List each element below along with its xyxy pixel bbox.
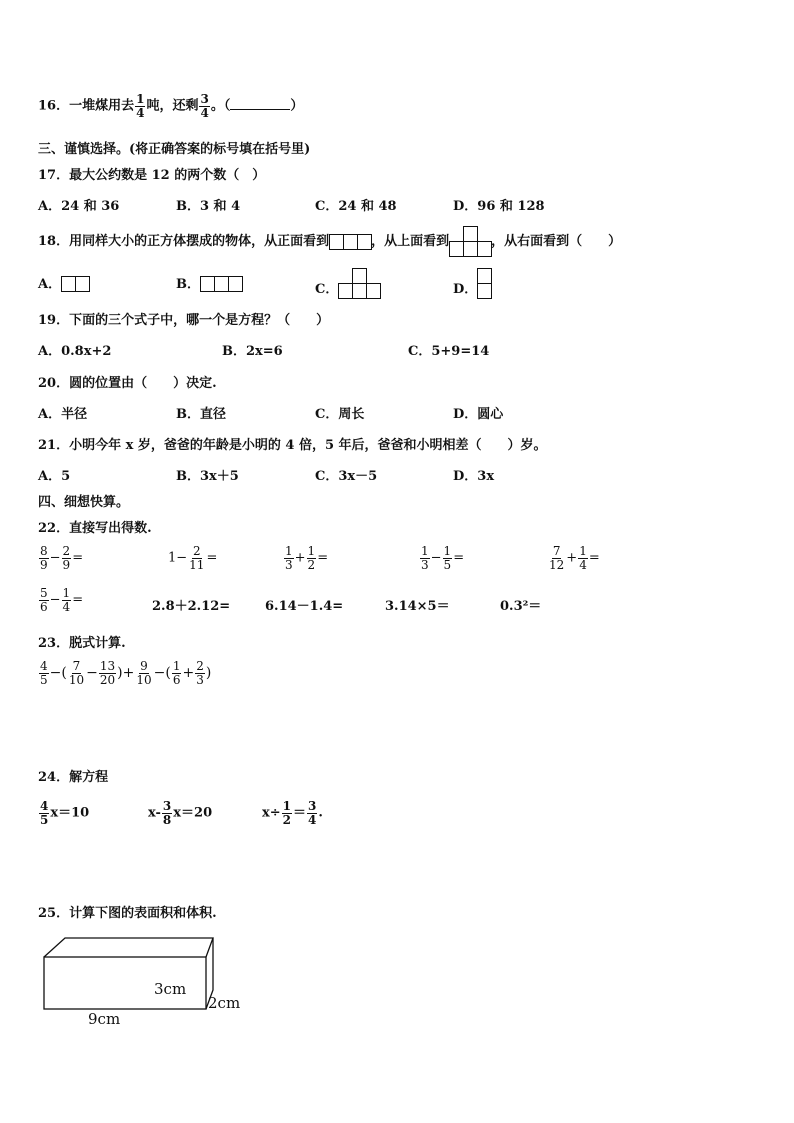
- option-a-figure: [61, 276, 89, 292]
- option-c-figure: [338, 268, 380, 299]
- q20-option-b[interactable]: B．直径: [176, 407, 226, 422]
- height-label: 3cm: [154, 980, 187, 998]
- question-17-stem: 17．最大公约数是 12 的两个数（ ）: [38, 168, 266, 183]
- q17-option-a[interactable]: A．24 和 36: [38, 199, 120, 214]
- q21-option-d[interactable]: D．3x: [453, 469, 495, 484]
- question-24-stem: 24．解方程: [38, 770, 109, 785]
- q24-equation-2: x- $\frac{3}{8}$ x＝20: [148, 799, 213, 827]
- question-22-stem: 22．直接写出得数.: [38, 521, 152, 536]
- answer-blank[interactable]: [230, 97, 290, 110]
- q17-option-b[interactable]: B．3 和 4: [176, 199, 241, 214]
- section-4-heading: 四、细想快算。: [38, 495, 130, 510]
- option-b-figure: [200, 276, 242, 292]
- q22-expr-1: $\frac{8}{9}$ − $\frac{2}{9}$ =: [40, 544, 84, 572]
- question-16: 16．一堆煤用去 $\frac{1}{4}$ 吨，还剩 $\frac{3}{4}$ 。（ ）: [38, 92, 304, 120]
- q20-option-c[interactable]: C．周长: [315, 407, 365, 422]
- q22-expr-8: 6.14－1.4=: [265, 599, 344, 614]
- top-view-figure: [449, 226, 491, 257]
- fraction: $\frac{1}{4}$: [136, 92, 145, 120]
- q17-option-c[interactable]: C．24 和 48: [315, 199, 397, 214]
- question-18-stem: 18．用同样大小的正方体摆成的物体，从正面看到 ，从上面看到 ，从右面看到（ ）: [38, 226, 621, 257]
- q21-option-b[interactable]: B．3x＋5: [176, 469, 239, 484]
- q22-expr-5: $\frac{7}{12}$ + $\frac{1}{4}$ =: [549, 544, 600, 572]
- q22-expr-9: 3.14×5＝: [385, 599, 450, 614]
- q21-option-a[interactable]: A．5: [38, 469, 71, 484]
- q24-equation-3: x÷ $\frac{1}{2}$ ＝ $\frac{3}{4}$ .: [262, 799, 323, 827]
- q18-option-a[interactable]: A．: [38, 276, 89, 292]
- front-view-figure: [329, 234, 371, 250]
- depth-label: 2cm: [208, 994, 241, 1012]
- cuboid-figure: [30, 930, 290, 1040]
- question-25-stem: 25．计算下图的表面积和体积.: [38, 906, 217, 921]
- q20-option-a[interactable]: A．半径: [38, 407, 88, 422]
- q18-option-c[interactable]: C．: [315, 268, 380, 299]
- q22-expr-4: $\frac{1}{3}$ − $\frac{1}{5}$ =: [421, 544, 465, 572]
- q21-option-c[interactable]: C．3x－5: [315, 469, 378, 484]
- section-3-heading: 三、谨慎选择。(将正确答案的标号填在括号里): [38, 142, 311, 157]
- q20-option-d[interactable]: D．圆心: [453, 407, 504, 422]
- q19-option-b[interactable]: B．2x=6: [222, 344, 283, 359]
- option-d-figure: [477, 268, 491, 299]
- q18-option-b[interactable]: B．: [176, 276, 242, 292]
- width-label: 9cm: [88, 1010, 121, 1028]
- q17-option-d[interactable]: D．96 和 128: [453, 199, 545, 214]
- q23-expression: $\frac{4}{5}$ −( $\frac{7}{10}$ − $\frac{13}{20}$ )+ $\frac{9}{10}$ −( $\frac{1}{6}$ + $\frac{2}{3}$ ): [40, 659, 212, 687]
- q19-option-a[interactable]: A．0.8x+2: [38, 344, 112, 359]
- q22-expr-6: $\frac{5}{6}$ − $\frac{1}{4}$ =: [40, 586, 84, 614]
- question-20-stem: 20．圆的位置由（ ）决定.: [38, 376, 217, 391]
- q19-option-c[interactable]: C．5+9=14: [408, 344, 490, 359]
- question-23-stem: 23．脱式计算.: [38, 636, 126, 651]
- q22-expr-10: 0.3²＝: [500, 599, 542, 614]
- cuboid-top-edge: [44, 938, 213, 957]
- q18-option-d[interactable]: D．: [453, 268, 491, 299]
- q22-expr-2: 1− $\frac{2}{11}$ =: [168, 544, 218, 572]
- q22-expr-3: $\frac{1}{3}$ + $\frac{1}{2}$ =: [285, 544, 329, 572]
- question-21-stem: 21．小明今年 x 岁，爸爸的年龄是小明的 4 倍，5 年后，爸爸和小明相差（ ）岁。: [38, 438, 547, 453]
- q22-expr-7: 2.8＋2.12=: [152, 599, 231, 614]
- q24-equation-1: $\frac{4}{5}$ x＝10: [40, 799, 90, 827]
- fraction: $\frac{3}{4}$: [200, 92, 209, 120]
- question-19-stem: 19．下面的三个式子中，哪一个是方程？（ ）: [38, 313, 330, 328]
